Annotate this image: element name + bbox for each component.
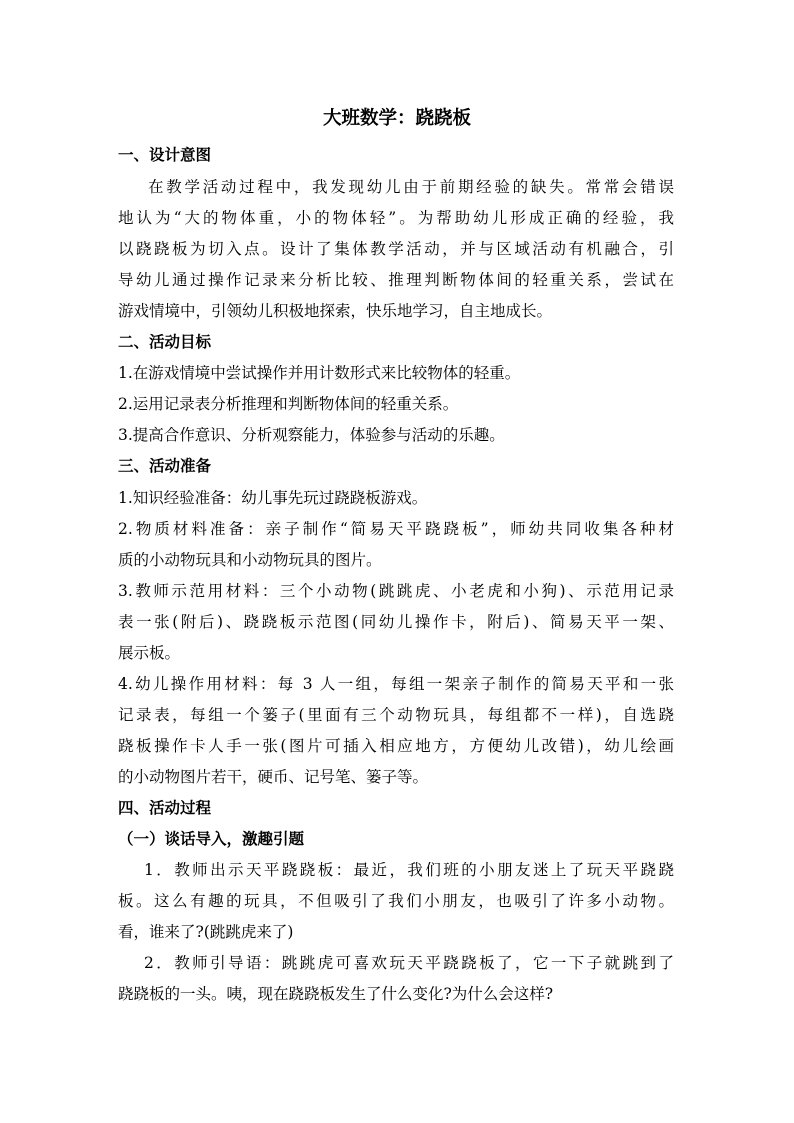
paragraph-line: 表一张(附后)、跷跷板示范图(同幼儿操作卡，附后)、简易天平一架、 [118,613,674,631]
paragraph-line: 地认为“大的物体重，小的物体轻”。为帮助幼儿形成正确的经验，我 [118,209,674,227]
paragraph-line: 在教学活动过程中，我发现幼儿由于前期经验的缺失。常常会错误 [148,178,674,196]
document-title: 大班数学：跷跷板 [322,108,471,129]
paragraph-line: 4.幼儿操作用材料：每 3 人一组，每组一架亲子制作的简易天平和一张 [118,675,674,693]
paragraph-line: 跷板操作卡人手一张(图片可插入相应地方，方便幼儿改错)，幼儿绘画 [118,737,674,755]
section-heading-design-intent: 一、设计意图 [118,146,212,164]
section-heading-activity-process: 四、活动过程 [118,799,212,817]
section-heading-activity-preparation: 三、活动准备 [118,457,212,475]
paragraph-line: 1．教师出示天平跷跷板：最近，我们班的小朋友迷上了玩天平跷跷 [144,861,674,879]
paragraph-line: 导幼儿通过操作记录来分析比较、推理判断物体间的轻重关系，尝试在 [118,271,674,289]
paragraph-line: 质的小动物玩具和小动物玩具的图片。 [118,551,382,569]
subsection-heading: （一）谈话导入，激趣引题 [118,830,305,848]
paragraph-line: 2.物质材料准备：亲子制作“简易天平跷跷板”，师幼共同收集各种材 [118,520,674,538]
paragraph-line: 跷跷板的一头。咦，现在跷跷板发生了什么变化?为什么会这样? [118,985,554,1003]
goal-item: 2.运用记录表分析推理和判断物体间的轻重关系。 [118,395,459,413]
goal-item: 1.在游戏情境中尝试操作并用计数形式来比较物体的轻重。 [118,364,521,382]
paragraph-line: 游戏情境中，引领幼儿积极地探索，快乐地学习，自主地成长。 [118,302,553,320]
paragraph-line: 3.教师示范用材料：三个小动物(跳跳虎、小老虎和小狗)、示范用记录 [118,582,674,600]
paragraph-line: 2．教师引导语：跳跳虎可喜欢玩天平跷跷板了，它一下子就跳到了 [144,954,674,972]
section-heading-activity-goals: 二、活动目标 [118,333,212,351]
paragraph-line: 展示板。 [118,644,181,662]
paragraph-line: 以跷跷板为切入点。设计了集体教学活动，并与区域活动有机融合，引 [118,240,674,258]
paragraph-line: 记录表，每组一个篓子(里面有三个动物玩具，每组都不一样)，自选跷 [118,706,674,724]
paragraph-line: 的小动物图片若干，硬币、记号笔、篓子等。 [118,768,429,786]
paragraph-line: 板。这么有趣的玩具，不但吸引了我们小朋友，也吸引了许多小动物。 [118,892,674,910]
paragraph-line: 1.知识经验准备：幼儿事先玩过跷跷板游戏。 [118,489,428,507]
goal-item: 3.提高合作意识、分析观察能力，体验参与活动的乐趣。 [118,426,505,444]
paragraph-line: 看，谁来了?(跳跳虎来了) [118,923,294,941]
